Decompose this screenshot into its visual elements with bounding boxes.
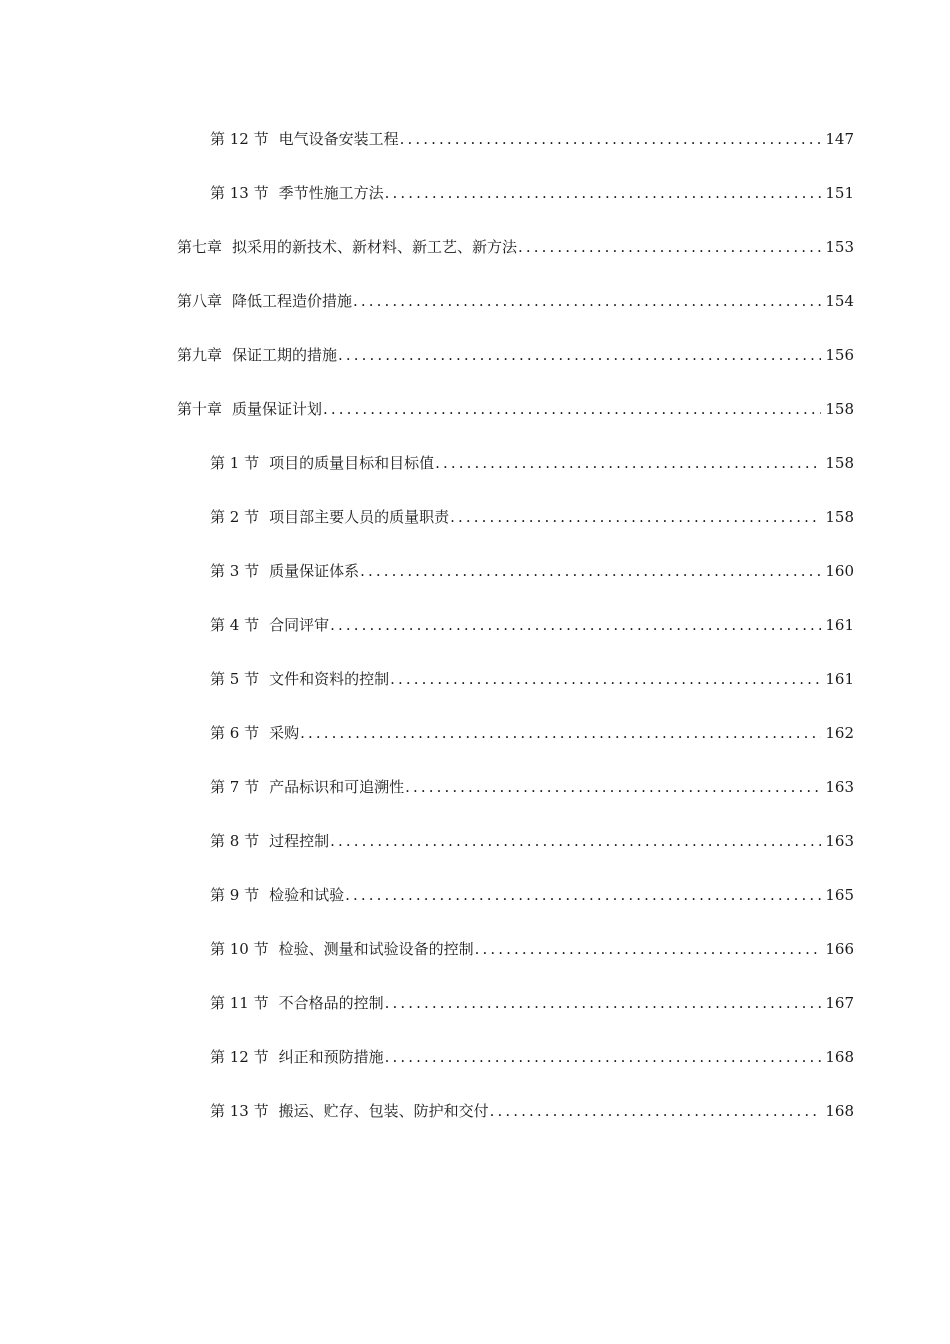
toc-dot-leader bbox=[390, 664, 821, 694]
toc-entry[interactable] bbox=[0, 448, 950, 502]
toc-entry-number: 第 7 节 bbox=[210, 778, 260, 796]
toc-dot-leader bbox=[345, 880, 821, 910]
toc-entry-number: 第七章 bbox=[177, 238, 223, 256]
toc-entry-title: 搬运、贮存、包装、防护和交付 bbox=[278, 1102, 489, 1120]
toc-entry-page: 158 bbox=[825, 400, 854, 418]
toc-entry-page: 165 bbox=[825, 886, 854, 904]
toc-entry-label bbox=[210, 178, 384, 208]
toc-entry-title: 合同评审 bbox=[269, 616, 330, 634]
toc-entry-label bbox=[210, 664, 389, 694]
toc-entry-label bbox=[210, 610, 329, 640]
toc-entry[interactable] bbox=[0, 502, 950, 556]
toc-entry[interactable] bbox=[0, 664, 950, 718]
toc-dot-leader bbox=[385, 1042, 822, 1072]
toc-entry-number: 第 13 节 bbox=[210, 1102, 269, 1120]
toc-entry[interactable] bbox=[0, 880, 950, 934]
toc-entry-page: 161 bbox=[825, 670, 854, 688]
toc-entry-title: 检验和试验 bbox=[269, 886, 345, 904]
toc-entry-label bbox=[210, 1096, 489, 1126]
toc-entry-page: 166 bbox=[825, 940, 854, 958]
toc-dot-leader bbox=[405, 772, 821, 802]
toc-entry-page: 163 bbox=[825, 832, 854, 850]
toc-entry-number: 第八章 bbox=[177, 292, 223, 310]
toc-entry-page: 156 bbox=[825, 346, 854, 364]
toc-entry-label bbox=[210, 826, 329, 856]
toc-entry-page: 161 bbox=[825, 616, 854, 634]
toc-entry[interactable] bbox=[0, 232, 950, 286]
toc-entry[interactable] bbox=[0, 286, 950, 340]
toc-entry-label bbox=[210, 448, 434, 478]
toc-dot-leader bbox=[338, 340, 821, 370]
toc-entry-number: 第 5 节 bbox=[210, 670, 260, 688]
toc-dot-leader bbox=[323, 394, 821, 424]
toc-entry-number: 第 3 节 bbox=[210, 562, 260, 580]
toc-entry[interactable] bbox=[0, 1096, 950, 1150]
toc-entry[interactable] bbox=[0, 178, 950, 232]
toc-entry-title: 过程控制 bbox=[269, 832, 330, 850]
toc-entry-number: 第 1 节 bbox=[210, 454, 260, 472]
toc-entry-title: 降低工程造价措施 bbox=[232, 292, 353, 310]
toc-dot-leader bbox=[435, 448, 821, 478]
toc-entry[interactable] bbox=[0, 610, 950, 664]
toc-entry-label bbox=[210, 556, 359, 586]
toc-entry-label bbox=[210, 772, 404, 802]
toc-entry-label bbox=[210, 718, 299, 748]
toc-entry-title: 拟采用的新技术、新材料、新工艺、新方法 bbox=[232, 238, 518, 256]
toc-entry-page: 162 bbox=[825, 724, 854, 742]
toc-entry[interactable] bbox=[0, 772, 950, 826]
toc-dot-leader bbox=[518, 232, 821, 262]
toc-dot-leader bbox=[330, 610, 821, 640]
toc-entry-title: 不合格品的控制 bbox=[278, 994, 384, 1012]
toc-entry-title: 电气设备安装工程 bbox=[278, 130, 399, 148]
toc-entry[interactable] bbox=[0, 394, 950, 448]
toc-entry-page: 158 bbox=[825, 508, 854, 526]
toc-entry-title: 质量保证体系 bbox=[269, 562, 360, 580]
toc-entry-title: 文件和资料的控制 bbox=[269, 670, 390, 688]
toc-entry-title: 项目的质量目标和目标值 bbox=[269, 454, 435, 472]
toc-entry[interactable] bbox=[0, 340, 950, 394]
toc-entry-number: 第十章 bbox=[177, 400, 223, 418]
toc-entry-number: 第 6 节 bbox=[210, 724, 260, 742]
toc-dot-leader bbox=[490, 1096, 822, 1126]
toc-dot-leader bbox=[300, 718, 821, 748]
toc-entry-label bbox=[210, 880, 344, 910]
toc-entry[interactable] bbox=[0, 124, 950, 178]
toc-entry-number: 第 10 节 bbox=[210, 940, 269, 958]
toc-entry[interactable] bbox=[0, 934, 950, 988]
toc-entry-title: 质量保证计划 bbox=[232, 400, 323, 418]
toc-entry-page: 158 bbox=[825, 454, 854, 472]
toc-entry-page: 147 bbox=[825, 130, 854, 148]
toc-entry[interactable] bbox=[0, 826, 950, 880]
toc-entry-number: 第 8 节 bbox=[210, 832, 260, 850]
toc-entry-label bbox=[210, 988, 384, 1018]
toc-entry-title: 保证工期的措施 bbox=[232, 346, 338, 364]
toc-entry-title: 纠正和预防措施 bbox=[278, 1048, 384, 1066]
toc-entry[interactable] bbox=[0, 718, 950, 772]
table-of-contents bbox=[0, 124, 950, 1150]
toc-entry-page: 151 bbox=[825, 184, 854, 202]
toc-entry-number: 第 4 节 bbox=[210, 616, 260, 634]
toc-dot-leader bbox=[475, 934, 822, 964]
toc-entry-label bbox=[177, 340, 337, 370]
toc-entry-page: 160 bbox=[825, 562, 854, 580]
toc-dot-leader bbox=[330, 826, 821, 856]
toc-dot-leader bbox=[400, 124, 822, 154]
toc-entry-label bbox=[210, 1042, 384, 1072]
toc-entry-label bbox=[210, 124, 399, 154]
toc-entry-page: 167 bbox=[825, 994, 854, 1012]
toc-entry-title: 采购 bbox=[269, 724, 300, 742]
toc-dot-leader bbox=[385, 988, 822, 1018]
toc-entry-label bbox=[177, 394, 322, 424]
toc-entry-page: 153 bbox=[825, 238, 854, 256]
toc-entry[interactable] bbox=[0, 556, 950, 610]
toc-dot-leader bbox=[450, 502, 821, 532]
toc-entry-page: 168 bbox=[825, 1102, 854, 1120]
toc-entry-title: 产品标识和可追溯性 bbox=[269, 778, 405, 796]
toc-entry-label bbox=[210, 502, 449, 532]
toc-entry-number: 第 12 节 bbox=[210, 130, 269, 148]
toc-entry-number: 第九章 bbox=[177, 346, 223, 364]
toc-entry-page: 154 bbox=[825, 292, 854, 310]
toc-entry[interactable] bbox=[0, 988, 950, 1042]
toc-entry[interactable] bbox=[0, 1042, 950, 1096]
toc-entry-title: 检验、测量和试验设备的控制 bbox=[278, 940, 474, 958]
toc-entry-label bbox=[177, 232, 517, 262]
toc-entry-page: 163 bbox=[825, 778, 854, 796]
toc-entry-label bbox=[177, 286, 352, 316]
toc-entry-title: 季节性施工方法 bbox=[278, 184, 384, 202]
toc-entry-label bbox=[210, 934, 474, 964]
toc-entry-number: 第 12 节 bbox=[210, 1048, 269, 1066]
toc-dot-leader bbox=[353, 286, 821, 316]
toc-entry-title: 项目部主要人员的质量职责 bbox=[269, 508, 450, 526]
toc-entry-number: 第 2 节 bbox=[210, 508, 260, 526]
toc-entry-number: 第 9 节 bbox=[210, 886, 260, 904]
toc-dot-leader bbox=[385, 178, 822, 208]
toc-entry-number: 第 11 节 bbox=[210, 994, 269, 1012]
toc-dot-leader bbox=[360, 556, 821, 586]
toc-entry-number: 第 13 节 bbox=[210, 184, 269, 202]
toc-entry-page: 168 bbox=[825, 1048, 854, 1066]
